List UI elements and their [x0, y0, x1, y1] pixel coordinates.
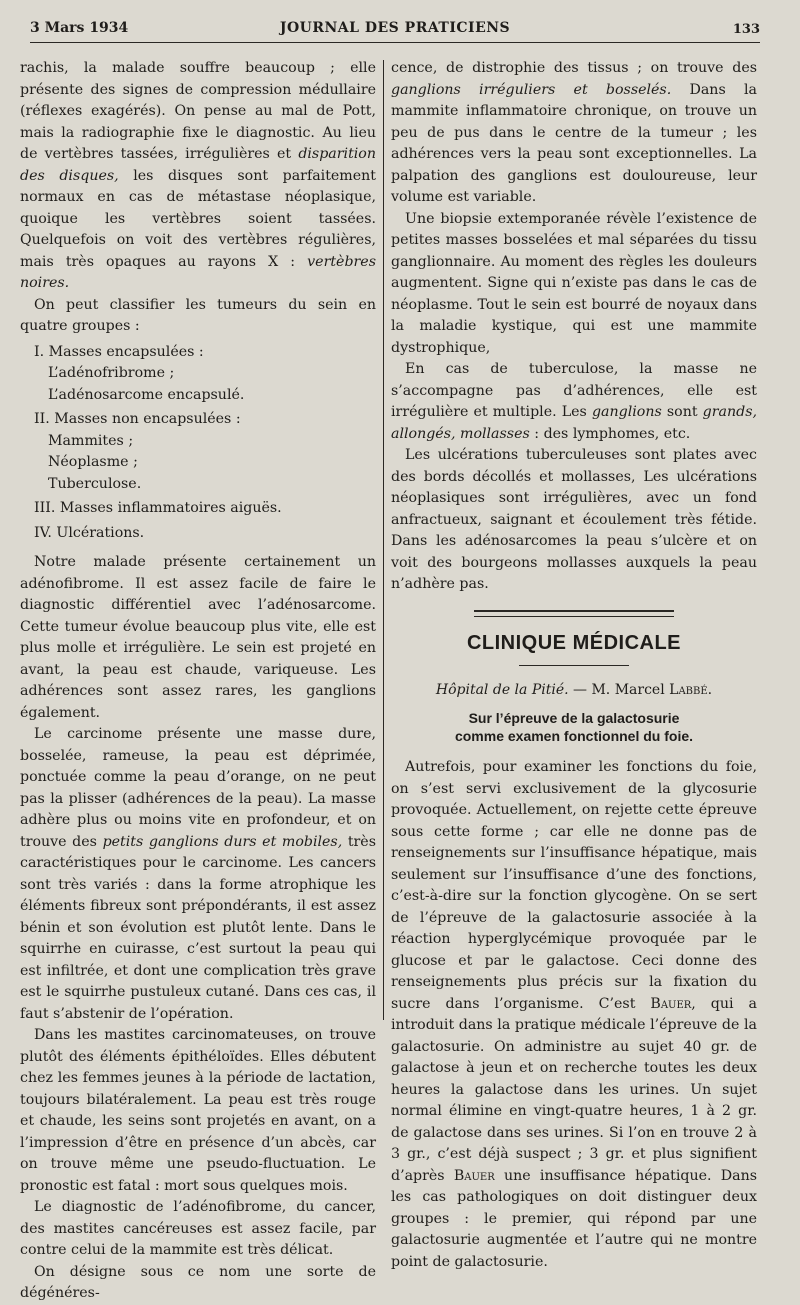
left-column: [20, 58, 376, 1305]
article-title: Sur l’épreuve de la galactosurie comme examen fonctionnel du foie.: [454, 710, 694, 744]
paragraph: Une biopsie extemporanée révèle l’existence de petites masses bosselées et mal séparées du tissu ganglionnaire. Au moment des règles les douleurs augmentent. Signe qui n’existe pas dans le cas de néoplasme. Tout le sein est bourré de noyaux dans la maladie kystique, qui est une mammite dystrophique,: [391, 210, 757, 356]
article-byline: Hôpital de la Pitié. — M. Marcel Labbé.: [435, 681, 713, 698]
header-date: 3 Mars 1934: [30, 20, 129, 36]
tumor-classification-list: [20, 342, 376, 545]
paragraph: Autrefois, pour examiner les fonctions du foie, on s’est servi exclusivement de la glycosurie provoquée. Actuellement, on rejette cette épreuve sous cette forme ; car elle ne donne pas de renseignements sur l’insuffisance hépatique, mais seulement sur l’insuffisance d’une des fonctions, c’est-à-dire sur la fonction glycogène. On se sert de l’épreuve de la galactosurie associée à la réaction hyperglycémique provoquée par le glucose et par le galactose. Ceci donne des renseignements plus précis sur la fixation du sucre dans l’organisme. C’est Bauer, qui a introduit dans la pratique médicale l’épreuve de la galactosurie. On administre au sujet 40 gr. de galactose à jeun et on recherche toutes les deux heures la galactose dans les urines. Un sujet normal élimine en vingt-quatre heures, 1 à 2 gr. de galactose dans ses urines. Si l’on en trouve 2 à 3 gr., c’est déjà suspect ; 3 gr. et plus signifient d’après Bauer une insuffisance hépatique. Dans les cas pathologiques on doit distinguer deux groupes : le premier, qui répond par une galactosurie augmentée et l’autre qui ne montre point de galactosurie.: [391, 759, 758, 1270]
list-item: I. Masses encapsulées :: [34, 343, 204, 360]
paragraph: Dans les mastites carcinomateuses, on trouve plutôt des éléments épithéloïdes. Elles débutent chez les femmes jeunes à la période de lactation, toujours bilatéralement. La peau est très rouge et chaude, les seins sont projetés en avant, on a l’impression d’être en présence d’un abcès, car on trouve même une pseudo-fluctuation. Le pronostic est fatal : mort sous quelques mois.: [20, 1027, 376, 1194]
paragraph: cence, de distrophie des tissus ; on trouve des ganglions irréguliers et bosselés. Dans la mammite inflammatoire chronique, on trouve un peu de pus dans le centre de la tumeur ; les adhérences vers la peau sont exceptionnelles. La palpation des ganglions est douloureuse, leur volume est variable.: [391, 60, 757, 205]
title-underline: [519, 665, 629, 666]
paragraph: Le diagnostic de l’adénofibrome, du cancer, des mastites cancéreuses est assez facile, par contre celui de la mammite est très délicat.: [20, 1199, 376, 1258]
paragraph: On peut classifier les tumeurs du sein en quatre groupes :: [20, 296, 376, 334]
section-rule: [474, 610, 674, 617]
list-item: III. Masses inflammatoires aiguës.: [34, 500, 282, 516]
section-title: CLINIQUE MÉDICALE: [466, 631, 682, 654]
paragraph: En cas de tuberculose, la masse ne s’accompagne pas d’adhérences, elle est irrégulière et multiple. Les ganglions sont grands, allongés, mollasses : des lymphomes, etc.: [391, 361, 757, 442]
page-number: 133: [732, 22, 760, 37]
list-subitem: L’adénosarcome encapsulé.: [48, 386, 245, 403]
paragraph: Notre malade présente certainement un adénofibrome. Il est assez facile de faire le diagnostic différentiel avec l’adénosarcome. Cette tumeur évolue beaucoup plus vite, elle est plus molle et irrégulière. Le sein est projeté en avant, la peau est chaude, variqueuse. Les adhérences sont assez rares, les ganglions également.: [20, 554, 376, 721]
paragraph: rachis, la malade souffre beaucoup ; elle présente des signes de compression médullaire (réflexes exagérés). On pense au mal de Pott, mais la radiographie fixe le diagnostic. Au lieu de vertèbres tassées, irrégulières et disparition des disques, les disques sont parfaitement normaux en cas de métastase néoplasique, quoique les vertèbres soient tassées. Quelquefois on voit des vertèbres régulières, mais très opaques au rayons X : vertèbres noires.: [20, 60, 376, 291]
list-item: IV. Ulcérations.: [34, 524, 145, 541]
right-column: [391, 58, 757, 1273]
column-divider: [383, 60, 384, 1020]
list-subitem: L’adénofribrome ;: [48, 365, 175, 381]
paragraph: On désigne sous ce nom une sorte de dégénéres-: [20, 1263, 376, 1301]
list-subitem: Tuberculose.: [48, 475, 142, 492]
paragraph: Les ulcérations tuberculeuses sont plates avec des bords décollés et mollasses, Les ulcérations néoplasiques sont irrégulières, avec un fond anfractueux, saignant et écoulement très fétide. Dans les adénosarcomes la peau s’ulcère et on voit des bourgeons mollasses auxquels la peau n’adhère pas.: [391, 447, 757, 592]
list-item: II. Masses non encapsulées :: [34, 411, 241, 427]
header-journal-title: JOURNAL DES PRATICIENS: [279, 20, 511, 36]
paragraph: Le carcinome présente une masse dure, bosselée, rameuse, la peau est déprimée, ponctuée comme la peau d’orange, on ne peut pas la plisser (adhérences de la peau). La masse adhère plus ou moins vite en profondeur, et on trouve des petits ganglions durs et mobiles, très caractéristiques pour le carcinome. Les cancers sont très variés : dans la forme atrophique les éléments fibreux sont prépondérants, il est assez bénin et son évolution est plutôt lente. Dans le squirrhe en cuirasse, c’est surtout la peau qui est infiltrée, et dont une complication très grave est le squirrhe pustuleux cutané. Dans ces cas, il faut s’abstenir de l’opération.: [20, 726, 376, 1022]
running-header: [30, 18, 760, 43]
list-subitem: Néoplasme ;: [48, 454, 138, 470]
list-subitem: Mammites ;: [48, 432, 134, 449]
